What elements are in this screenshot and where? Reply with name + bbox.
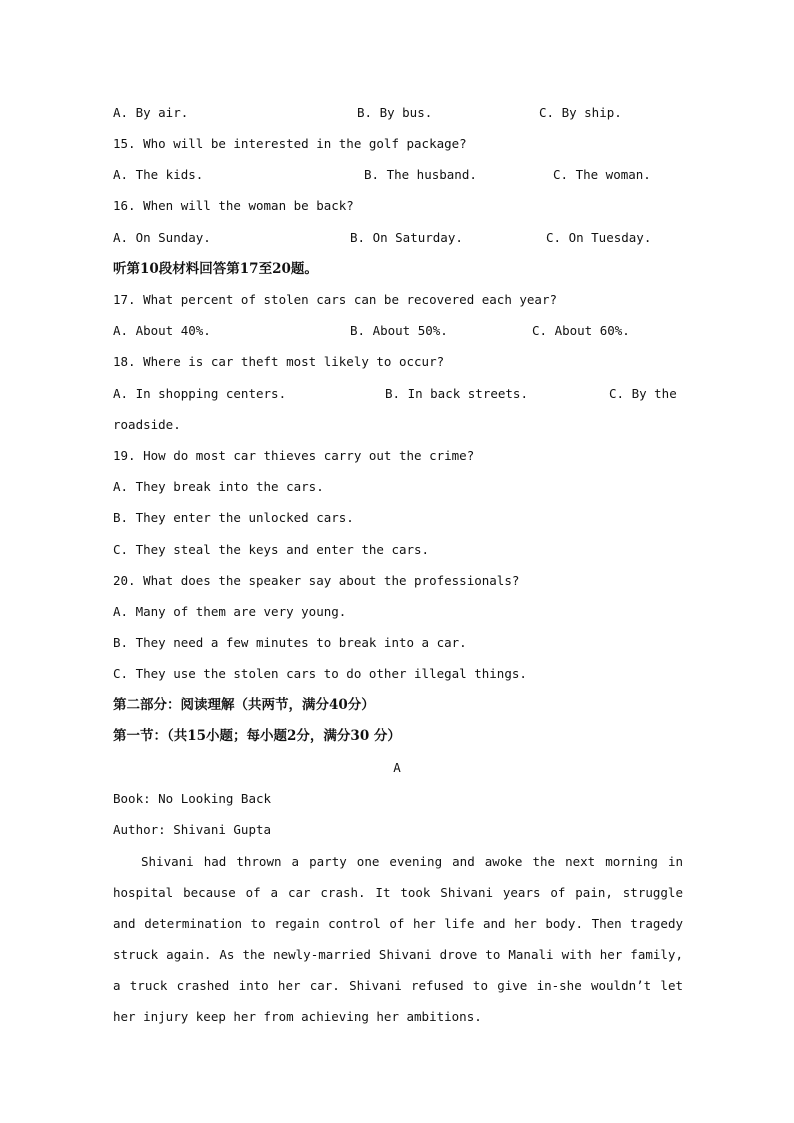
q19-stem: 19. How do most car thieves carry out the crime? xyxy=(113,448,475,463)
q16-option-a: A. On Sunday. xyxy=(113,230,211,245)
q20-option-c: C. They use the stolen cars to do other illegal things. xyxy=(113,666,527,681)
q17-option-b: B. About 50%. xyxy=(350,323,448,338)
part2-header: 第二部分：阅读理解（共两节，满分40分） xyxy=(113,697,375,713)
passage-label: A xyxy=(393,760,401,775)
q18-stem: 18. Where is car theft most likely to occur? xyxy=(113,354,445,369)
q15-option-a: A. The kids. xyxy=(113,167,204,182)
q20-stem: 20. What does the speaker say about the professionals? xyxy=(113,573,520,588)
q14-option-c: C. By ship. xyxy=(539,105,622,120)
q15-option-c: C. The woman. xyxy=(553,167,651,182)
q14-option-a: A. By air. xyxy=(113,105,189,120)
q19-option-b: B. They enter the unlocked cars. xyxy=(113,510,354,525)
q17-option-a: A. About 40%. xyxy=(113,323,211,338)
q18-option-b: B. In back streets. xyxy=(385,386,528,401)
q18-option-c: C. By the xyxy=(609,386,677,401)
q16-option-b: B. On Saturday. xyxy=(350,230,463,245)
q15-option-b: B. The husband. xyxy=(364,167,477,182)
section1-header: 第一节：（共15小题；每小题2分，满分30 分） xyxy=(113,728,401,744)
q14-option-b: B. By bus. xyxy=(357,105,433,120)
q20-option-a: A. Many of them are very young. xyxy=(113,604,347,619)
q17-option-c: C. About 60%. xyxy=(532,323,630,338)
section10-header: 听第10段材料回答第17至20题。 xyxy=(113,261,318,277)
q16-option-c: C. On Tuesday. xyxy=(546,230,652,245)
q18-option-a: A. In shopping centers. xyxy=(113,386,287,401)
q20-option-b: B. They need a few minutes to break into a car. xyxy=(113,635,467,650)
q15-stem: 15. Who will be interested in the golf package? xyxy=(113,136,467,151)
passage-book: Book: No Looking Back xyxy=(113,791,272,806)
q19-option-a: A. They break into the cars. xyxy=(113,479,324,494)
q16-stem: 16. When will the woman be back? xyxy=(113,198,354,213)
q19-option-c: C. They steal the keys and enter the cars. xyxy=(113,542,430,557)
q17-stem: 17. What percent of stolen cars can be recovered each year? xyxy=(113,292,558,307)
passage-paragraph: Shivani had thrown a party one evening and awoke the next morning in hospital because of a car crash. It took Shivani years of pain, struggle and determination to regain control of her life and her body. Then tragedy struck again. As the newly-married Shivani drove to Manali with her family, a truck crashed into her car. Shivani refused to give in-she wouldn’t let her injury keep her from achieving her ambitions. xyxy=(113,854,683,1024)
passage-author: Author: Shivani Gupta xyxy=(113,822,272,837)
q18-option-c-wrap: roadside. xyxy=(113,417,181,432)
